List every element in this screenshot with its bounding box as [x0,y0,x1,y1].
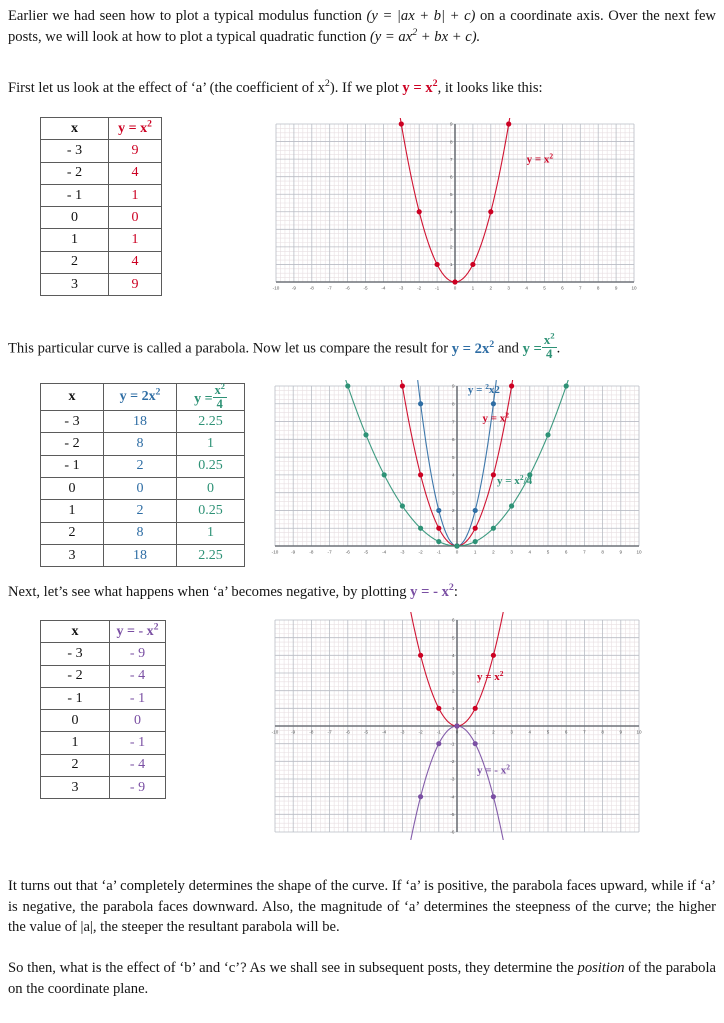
svg-text:-8: -8 [309,285,314,291]
table-row [41,433,245,455]
table-row [41,500,245,522]
svg-text:-10: -10 [272,285,280,291]
table-cell: - 1 [41,184,109,206]
table-row [41,522,245,544]
paragraph-negative-a-text: Next, let’s see what happens when ‘a’ becomes negative, by plotting y = - $x^2$: [8,582,458,600]
table-header-row [41,621,166,643]
table-minus-x-squared-grid [40,620,166,799]
svg-text:2: 2 [492,549,495,555]
svg-text:-6: -6 [345,549,350,555]
svg-text:y = x2: $y = x^2$ [526,151,554,166]
svg-text:3: 3 [451,670,455,676]
table-cell: 18 [104,544,177,566]
table-cell: 3 [41,274,109,296]
svg-text:6: 6 [451,617,455,623]
table-cell: - 2 [41,162,109,184]
paragraph-intro [8,6,716,47]
svg-text:5: 5 [451,635,455,641]
svg-text:y = - x2: y = - $x^2$ [477,762,510,777]
table-cell: 4 [109,162,162,184]
table-cell: 1 [177,522,245,544]
fraction-denominator: 4 [546,347,553,362]
table-2x-squared-grid [40,383,245,567]
paragraph-conclusion-shape [8,876,716,938]
graph-y-equals-x-squared-svg [268,118,642,296]
inline-function-y-equals-x-squared: $y = x^2$ [402,78,438,96]
svg-text:y = 2x2: y = $^2$x2 [467,381,500,397]
inline-function-y-equals-2x-squared: $y = 2x^2$ [451,338,495,357]
svg-text:-8: -8 [309,729,314,735]
svg-text:4: 4 [451,653,455,659]
table-cell: 2 [104,455,177,477]
svg-text:-7: -7 [327,285,332,291]
fraction-numerator: $x^2$ [543,330,555,347]
fraction-x-squared-over-4 [542,330,557,362]
svg-text:1: 1 [473,549,477,555]
table-minus-x-squared [40,620,166,799]
table-cell: 0 [41,710,110,732]
svg-text:-3: -3 [400,729,405,735]
svg-text:-2: -2 [417,285,422,291]
fraction-x-squared-over-4-header [213,381,227,411]
graph-three-parabolas [265,380,647,560]
svg-text:6: 6 [561,285,564,291]
table-cell: 2 [41,251,109,273]
svg-text:-6: -6 [450,829,455,835]
inline-function-y-equals-minus-x-squared: y = - $x^2$ [410,582,454,600]
paragraph-parabola-compare-text: This particular curve is called a parabola. Now let us compare the result for $y = 2x^2$ and y = $\frac{x^2}{4}$ . [8,330,561,362]
table-header-row [41,118,162,140]
svg-text:7: 7 [451,419,455,425]
svg-text:y = x2/4: $y = x^2/4$ [497,472,533,487]
svg-text:-7: -7 [327,549,332,555]
table-cell: - 1 [110,687,166,709]
paragraph-effect-of-a [8,78,716,99]
table-cell: 1 [177,433,245,455]
paragraph-effect-of-a-text: First let us look at the effect of ‘a’ (the coefficient of $x^2$). If we plot $y = x^2$, it looks like this: [8,78,543,96]
table-cell: 2 [41,522,104,544]
table-cell: 1 [41,229,109,251]
table-cell: 2.25 [177,411,245,433]
table-cell: - 1 [41,687,110,709]
table-row [41,687,166,709]
table-cell: 8 [104,522,177,544]
svg-text:6: 6 [564,729,568,735]
table-cell: - 9 [110,777,166,799]
svg-text:y = x2: $y = x^2$ [482,410,509,425]
table-cell: 3 [41,544,104,566]
svg-text:-9: -9 [291,285,296,291]
svg-text:y = x2: $y = x^2$ [477,668,504,684]
table-row [41,732,166,754]
conclusion-bc-b: of the parabola on the coordinate plane. [8,960,716,997]
svg-text:-10: -10 [271,549,279,555]
column-header-y-2x-squared: $y = 2x^2$ [104,384,177,411]
svg-text:1: 1 [473,729,477,735]
intro-text-b: on a coordinate axis. Over the next few posts, we will look at how to plot a typical quadratic function [8,8,716,45]
svg-text:-5: -5 [363,285,368,291]
svg-text:-1: -1 [436,549,441,555]
svg-text:7: 7 [583,549,586,555]
svg-text:-9: -9 [291,549,296,555]
svg-text:2: 2 [451,688,455,694]
table-cell: - 4 [110,754,166,776]
table-cell: 9 [109,140,162,162]
table-cell: - 4 [110,665,166,687]
svg-text:9: 9 [619,549,623,555]
table-row [41,710,166,732]
svg-text:-5: -5 [450,812,455,818]
graph-three-parabolas-svg [265,380,647,560]
svg-text:3: 3 [510,729,513,735]
table-cell: - 3 [41,643,110,665]
svg-text:2: 2 [489,285,493,291]
table-cell: 0 [41,477,104,499]
svg-text:4: 4 [528,729,532,735]
svg-text:3: 3 [451,490,455,496]
svg-text:-2: -2 [418,729,423,735]
svg-text:-7: -7 [327,729,332,735]
svg-text:5: 5 [449,191,453,197]
table-cell: 3 [41,777,110,799]
svg-text:3: 3 [449,227,453,233]
table-row [41,411,245,433]
table-cell: 1 [109,229,162,251]
table-cell: 8 [104,433,177,455]
table-row [41,477,245,499]
svg-text:2: 2 [451,508,455,514]
table-header-row [41,384,245,411]
svg-text:0: 0 [453,285,457,291]
table-cell: 9 [109,274,162,296]
table-cell: 2.25 [177,544,245,566]
column-header-y-x-squared: $y = x^2$ [109,118,162,140]
svg-text:4: 4 [449,209,453,215]
svg-text:4: 4 [451,472,455,478]
svg-text:8: 8 [601,729,604,735]
svg-text:0: 0 [455,729,459,735]
svg-text:10: 10 [636,549,642,555]
svg-text:3: 3 [507,285,510,291]
svg-text:6: 6 [564,549,568,555]
table-row [41,544,245,566]
conclusion-bc-emphasis: position [577,960,625,976]
svg-text:8: 8 [451,401,455,407]
svg-text:-3: -3 [450,776,455,782]
svg-text:-5: -5 [363,549,369,555]
fraction-denominator: 4 [216,396,223,411]
table-cell: 0 [177,477,245,499]
svg-text:-4: -4 [450,794,455,800]
svg-text:5: 5 [546,549,550,555]
svg-text:2: 2 [449,244,453,250]
table-cell: 1 [41,732,110,754]
intro-math-quadratic: ($y = ax^2$ + bx + c). [369,26,481,45]
column-header-x: x [41,384,104,411]
table-row [41,754,166,776]
svg-text:-6: -6 [345,285,350,291]
svg-text:1: 1 [451,706,455,712]
table-cell: - 3 [41,411,104,433]
svg-text:-10: -10 [271,729,279,735]
table-cell: 2 [104,500,177,522]
svg-text:5: 5 [546,729,550,735]
svg-text:7: 7 [579,285,582,291]
svg-text:2: 2 [492,729,495,735]
svg-text:-2: -2 [418,549,423,555]
fraction-numerator: $x^2$ [214,381,225,397]
table-cell: - 3 [41,140,109,162]
paragraph-intro-text [8,6,716,47]
svg-text:-8: -8 [309,549,314,555]
table-cell: 4 [109,251,162,273]
paragraph-negative-a [8,582,716,603]
svg-text:-4: -4 [382,549,387,555]
svg-text:8: 8 [601,549,604,555]
table-cell: 1 [109,184,162,206]
column-header-x: x [41,621,110,643]
column-header-x: x [41,118,109,140]
svg-text:3: 3 [510,549,513,555]
svg-text:-3: -3 [399,285,404,291]
svg-text:5: 5 [543,285,546,291]
svg-text:8: 8 [449,139,453,145]
svg-text:-2: -2 [450,759,455,765]
svg-text:4: 4 [525,285,528,291]
svg-text:-9: -9 [291,729,296,735]
table-row [41,777,166,799]
svg-text:-3: -3 [400,549,405,555]
table-cell: 0.25 [177,455,245,477]
conclusion-bc-a: So then, what is the effect of ‘b’ and ‘c’? As we shall see in subsequent posts, they determine the [8,960,578,976]
table-row [41,665,166,687]
table-cell: - 1 [41,455,104,477]
svg-text:-5: -5 [363,729,369,735]
svg-text:-1: -1 [436,729,441,735]
table-cell: 0 [109,207,162,229]
intro-text-a: Earlier we had seen how to plot a typical modulus function [8,8,367,24]
svg-text:9: 9 [449,121,453,127]
svg-text:10: 10 [631,285,637,291]
svg-text:-6: -6 [345,729,350,735]
table-row [41,455,245,477]
table-row [41,140,162,162]
inline-function-y-equals-x-squared-over-4: y = $\frac{x^2}{4}$ [522,330,555,362]
table-2x-squared-and-quarter [40,383,245,567]
svg-text:-4: -4 [381,285,386,291]
table-cell: - 1 [110,732,166,754]
intro-math-modulus: (y = |ax + b| + c) [366,8,476,24]
paragraph-conclusion-shape-text: It turns out that ‘a’ completely determines the shape of the curve. If ‘a’ is positive, the parabola faces upward, while if ‘a’ is negative, the parabola faces downward. Also, the magnitude of ‘a’ determines the steepness of the curve; the higher the value of |a|, the steeper the resultant parabola will be. [8,878,716,935]
table-cell: 0 [41,207,109,229]
svg-text:4: 4 [528,549,532,555]
svg-text:6: 6 [449,174,453,180]
svg-text:7: 7 [449,156,453,162]
svg-text:8: 8 [596,285,600,291]
table-x-squared-body [41,140,162,296]
table-row [41,207,162,229]
table-2x-squared-body [41,411,245,567]
table-row [41,162,162,184]
svg-text:9: 9 [614,285,618,291]
svg-text:-1: -1 [435,285,440,291]
paragraph-conclusion-bc-text [8,958,716,999]
svg-text:9: 9 [451,383,455,389]
svg-text:6: 6 [451,437,455,443]
table-row [41,184,162,206]
table-row [41,251,162,273]
column-header-y-x-squared-over-4: y = $\frac{x^2}{4}$ [177,384,245,411]
table-cell: 2 [41,754,110,776]
graph-x-squared-and-minus-x-squared [265,612,647,840]
table-cell: - 9 [110,643,166,665]
table-cell: 0 [110,710,166,732]
table-row [41,643,166,665]
paragraph-conclusion-bc [8,958,716,999]
table-cell: 0 [104,477,177,499]
table-cell: - 2 [41,433,104,455]
table-row [41,229,162,251]
svg-text:10: 10 [636,729,642,735]
graph-y-equals-x-squared [268,118,642,296]
table-cell: 18 [104,411,177,433]
svg-text:1: 1 [451,525,455,531]
column-header-y-minus-x-squared: y = - $x^2$ [110,621,166,643]
svg-text:0: 0 [455,549,459,555]
table-x-squared [40,117,162,296]
graph-x-squared-and-minus-x-squared-svg [265,612,647,840]
svg-text:5: 5 [451,454,455,460]
svg-text:1: 1 [471,285,475,291]
svg-text:7: 7 [583,729,586,735]
table-cell: 1 [41,500,104,522]
svg-text:-4: -4 [382,729,387,735]
table-row [41,274,162,296]
svg-text:-1: -1 [450,741,455,747]
table-minus-x-squared-body [41,643,166,799]
table-x-squared-grid [40,117,162,296]
table-cell: - 2 [41,665,110,687]
paragraph-parabola-compare [8,330,716,362]
svg-text:1: 1 [449,262,453,268]
table-cell: 0.25 [177,500,245,522]
svg-text:9: 9 [619,729,623,735]
